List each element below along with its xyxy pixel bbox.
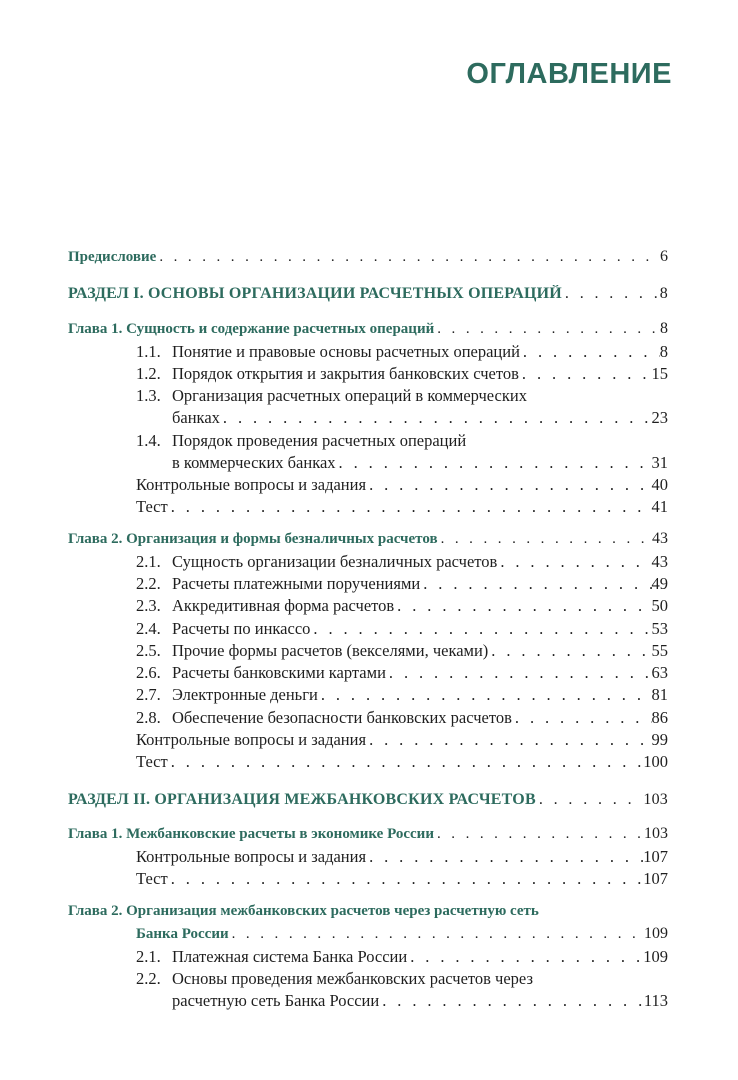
toc-entry-preface[interactable] (68, 248, 668, 266)
toc-item-label (136, 552, 497, 572)
page-number: 43 (652, 530, 668, 547)
item-text: Сущность организации безналичных расчетов (172, 552, 498, 571)
item-text: Расчеты платежными поручениями (172, 574, 421, 593)
page-number: 50 (651, 596, 668, 615)
toc-s2-chapter-2-first-line[interactable]: Глава 2. Организация межбанковских расчетов через расчетную сеть (68, 903, 539, 919)
toc-item-s2ch1-questions[interactable] (136, 847, 668, 867)
item-number: 2.1. (136, 552, 161, 571)
toc-item-2-7[interactable] (136, 685, 668, 705)
page-number: 8 (659, 342, 668, 361)
item-number: 2.2. (136, 969, 161, 988)
toc-chapter-label: Банка России (136, 926, 229, 942)
toc-item-2-3[interactable] (136, 596, 668, 616)
item-text: Аккредитивная форма расчетов (172, 596, 395, 615)
dot-leader (562, 285, 660, 303)
toc-section-2[interactable] (68, 791, 668, 809)
page-number: 103 (643, 791, 668, 808)
toc-item-ch2-test[interactable] (136, 752, 668, 772)
page-number: 41 (651, 497, 668, 516)
dot-leader (536, 791, 644, 809)
page-number: 23 (651, 408, 668, 427)
page-number: 8 (660, 320, 668, 337)
page-number: 103 (644, 825, 668, 842)
item-text: в коммерческих банках (172, 453, 336, 472)
page-number: 113 (643, 991, 668, 1010)
item-number: 1.2. (136, 364, 161, 383)
item-text: Прочие формы расчетов (векселями, чеками) (172, 641, 489, 660)
toc-item-label (136, 685, 318, 705)
toc-entry-label: Предисловие (68, 249, 157, 265)
dot-leader (220, 408, 652, 428)
toc-chapter-label: Глава 1. Сущность и содержание расчетных операций (68, 321, 435, 337)
toc-section-1[interactable] (68, 285, 668, 303)
item-text: Тест (136, 497, 168, 516)
page-number: 109 (643, 947, 668, 966)
item-text: Контрольные вопросы и задания (136, 847, 367, 866)
dot-leader (229, 926, 644, 943)
dot-leader (438, 531, 652, 548)
item-number: 2.8. (136, 708, 161, 727)
toc-chapter-label: Глава 2. Организация и формы безналичных расчетов (68, 531, 438, 547)
item-text: Тест (136, 752, 168, 771)
toc-section-label: РАЗДЕЛ I. ОСНОВЫ ОРГАНИЗАЦИИ РАСЧЕТНЫХ ОПЕРАЦИЙ (68, 285, 562, 302)
page-number: 55 (651, 641, 668, 660)
toc-item-1-4[interactable] (172, 453, 668, 473)
dot-leader (386, 663, 652, 683)
toc-item-label (136, 708, 512, 728)
item-number: 2.1. (136, 947, 161, 966)
toc-item-2-8[interactable] (136, 708, 668, 728)
item-number: 1.4. (136, 431, 161, 450)
dot-leader (310, 619, 651, 639)
toc-item-2-1[interactable] (136, 552, 668, 572)
page-number: 100 (643, 752, 668, 771)
dot-leader (168, 497, 652, 517)
toc-item-label (136, 342, 520, 362)
item-number: 1.1. (136, 342, 161, 361)
item-text: Контрольные вопросы и задания (136, 730, 367, 749)
toc-item-ch2-questions[interactable] (136, 730, 668, 750)
dot-leader (520, 342, 660, 362)
dot-leader (394, 596, 651, 616)
item-number: 1.3. (136, 386, 161, 405)
item-text: Платежная система Банка России (172, 947, 408, 966)
item-text: Организация расчетных операций в коммерческих (172, 386, 527, 405)
item-text: Понятие и правовые основы расчетных операций (172, 342, 520, 361)
dot-leader (488, 641, 651, 661)
dot-leader (156, 249, 660, 266)
item-number: 2.7. (136, 685, 161, 704)
page-number: 49 (651, 574, 668, 593)
toc-item-1-2[interactable] (136, 364, 668, 384)
page-number: 43 (651, 552, 668, 571)
page-number: 109 (644, 925, 668, 942)
toc-item-label (136, 364, 519, 384)
item-text: Расчеты банковскими картами (172, 663, 386, 682)
page-number: 31 (651, 453, 668, 472)
dot-leader (512, 708, 652, 728)
page-number: 40 (651, 475, 668, 494)
item-text: Тест (136, 869, 168, 888)
toc-item-label (136, 574, 420, 594)
dot-leader (366, 475, 651, 495)
item-text: Расчеты по инкассо (172, 619, 311, 638)
toc-chapter-2[interactable] (68, 530, 668, 548)
page-number: 6 (660, 248, 668, 265)
toc-item-2-5[interactable] (136, 641, 668, 661)
dot-leader (497, 552, 651, 572)
dot-leader (336, 453, 652, 473)
page-number: 86 (651, 708, 668, 727)
page-number: 63 (651, 663, 668, 682)
item-text: Порядок открытия и закрытия банковских счетов (172, 364, 519, 383)
page-number: 81 (651, 685, 668, 704)
toc-item-1-4-first-line[interactable] (136, 431, 466, 451)
toc-item-ch1-questions[interactable] (136, 475, 668, 495)
toc-item-s2-2-2-first-line[interactable] (136, 969, 533, 989)
toc-item-label (136, 663, 386, 683)
toc-item-1-3[interactable] (172, 408, 668, 428)
toc-item-2-2[interactable] (136, 574, 668, 594)
item-text: Основы проведения межбанковских расчетов через (172, 969, 533, 988)
dot-leader (379, 991, 644, 1011)
toc-item-1-1[interactable] (136, 342, 668, 362)
item-number: 2.5. (136, 641, 161, 660)
page-number: 15 (651, 364, 668, 383)
toc-s2-chapter-1[interactable] (68, 825, 668, 843)
item-number: 2.4. (136, 619, 161, 638)
dot-leader (366, 847, 643, 867)
toc-chapter-label: Глава 1. Межбанковские расчеты в экономике России (68, 826, 434, 842)
dot-leader (434, 321, 660, 338)
dot-leader (168, 869, 644, 889)
dot-leader (168, 752, 644, 772)
item-text: Контрольные вопросы и задания (136, 475, 367, 494)
dot-leader (366, 730, 651, 750)
toc-item-1-3-first-line[interactable] (136, 386, 527, 406)
item-text: Порядок проведения расчетных операций (172, 431, 467, 450)
item-text: Обеспечение безопасности банковских расчетов (172, 708, 512, 727)
item-number: 2.3. (136, 596, 161, 615)
item-number: 2.2. (136, 574, 161, 593)
toc-item-label (136, 947, 407, 967)
item-text: расчетную сеть Банка России (172, 991, 380, 1010)
dot-leader (407, 947, 643, 967)
toc-item-label (136, 619, 310, 639)
toc-s2-chapter-2[interactable] (136, 925, 668, 943)
page-title: ОГЛАВЛЕНИЕ (466, 58, 672, 90)
toc-section-label: РАЗДЕЛ II. ОРГАНИЗАЦИЯ МЕЖБАНКОВСКИХ РАСЧЕТОВ (68, 791, 536, 808)
toc-item-ch1-test[interactable] (136, 497, 668, 517)
toc-item-s2ch1-test[interactable] (136, 869, 668, 889)
page-number: 107 (643, 869, 668, 888)
dot-leader (318, 685, 652, 705)
toc-item-s2-2-1[interactable] (136, 947, 668, 967)
dot-leader (420, 574, 651, 594)
toc-item-2-4[interactable] (136, 619, 668, 639)
page-number: 107 (643, 847, 668, 866)
page-number: 99 (651, 730, 668, 749)
toc-item-label (136, 596, 394, 616)
toc-chapter-1[interactable] (68, 320, 668, 338)
page-number: 8 (659, 285, 668, 302)
toc-item-2-6[interactable] (136, 663, 668, 683)
item-text: Электронные деньги (172, 685, 318, 704)
toc-item-label (136, 641, 488, 661)
item-number: 2.6. (136, 663, 161, 682)
page-number: 53 (651, 619, 668, 638)
item-text: банках (172, 408, 220, 427)
toc-item-s2-2-2[interactable] (172, 991, 668, 1011)
dot-leader (434, 826, 644, 843)
dot-leader (519, 364, 652, 384)
